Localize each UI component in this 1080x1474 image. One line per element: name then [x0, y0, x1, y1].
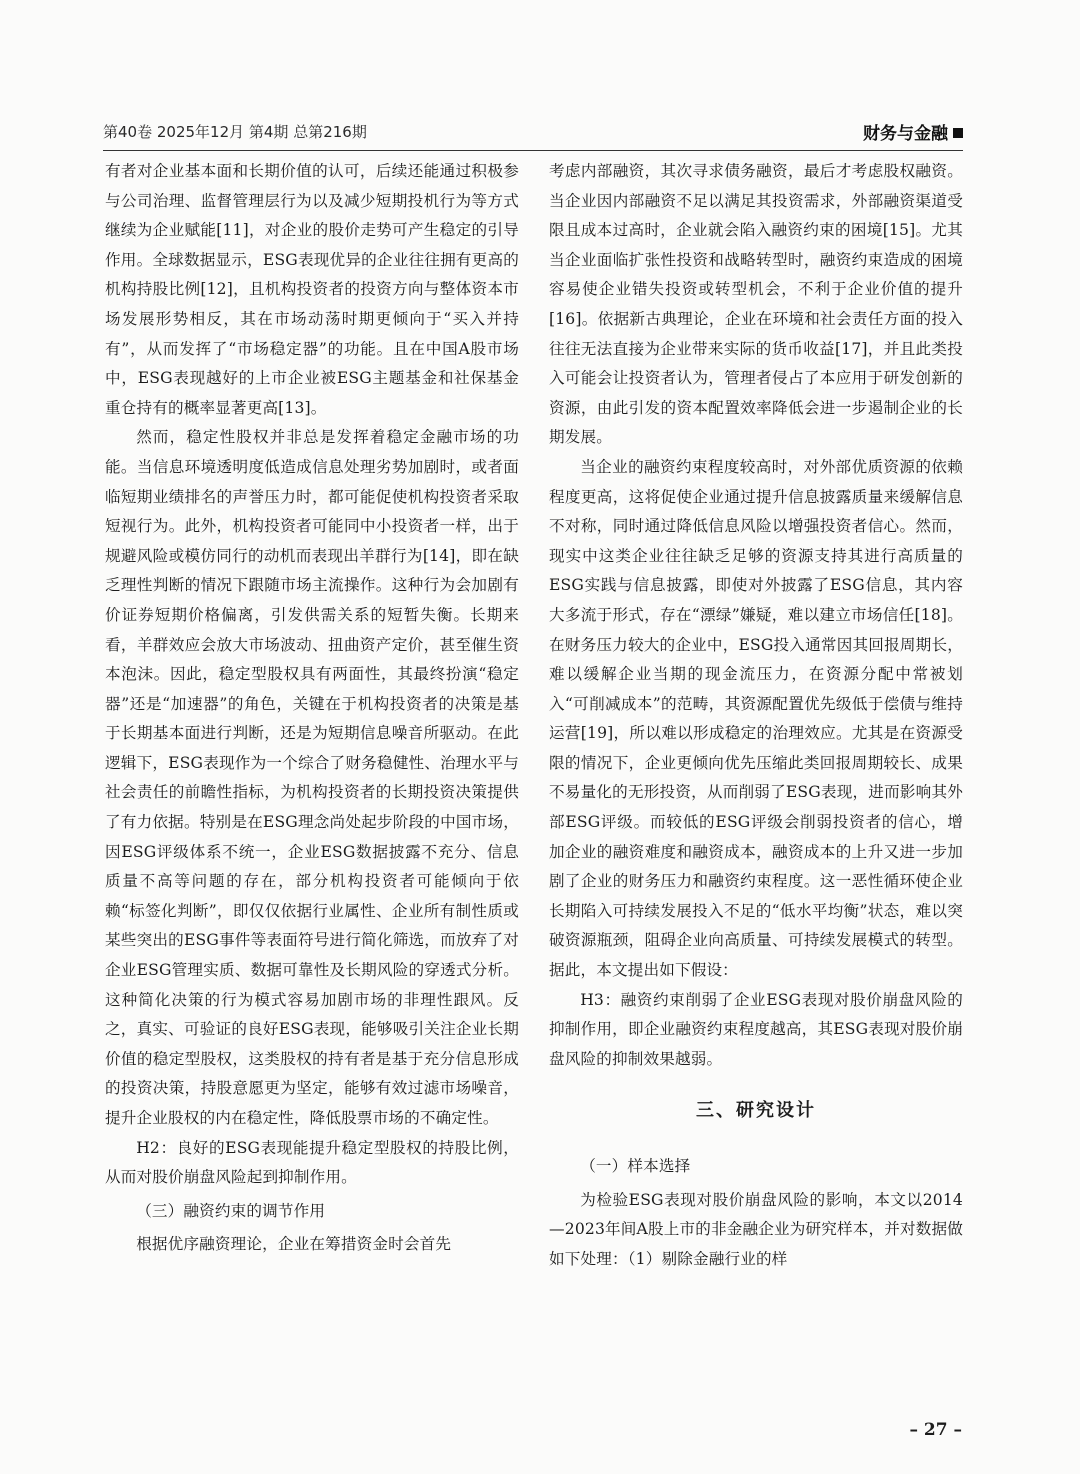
hypothesis-h3: H3：融资约束削弱了企业ESG表现对股价崩盘风险的抑制作用，即企业融资约束程度越高，其ESG表现对股价崩盘风险的抑制效果越弱。: [549, 990, 963, 1068]
journal-section-label: 财务与金融: [863, 124, 948, 144]
left-paragraph-2: 然而，稳定性股权并非总是发挥着稳定金融市场的功能。当信息环境透明度低造成信息处理劣势加剧时，或者面临短期业绩排名的声誉压力时，都可能促使机构投资者采取短视行为。此外，机构投资者可能同中小投资者一样，出于规避风险或模仿同行的动机而表现出羊群行为[14]，即在缺乏理性判断的情况下跟随市场主流操作。这种行为会加剧有价证券短期价格偏离，引发供需关系的短暂失衡。长期来看，羊群效应会放大市场波动、扭曲资产定价，甚至催生资本泡沫。因此，稳定型股权具有两面性，其最终扮演“稳定器”还是“加速器”的角色，关键在于机构投资者的决策是基于长期基本面进行判断，还是为短期信息噪音所驱动。在此逻辑下，ESG表现作为一个综合了财务稳健性、治理水平与社会责任的前瞻性指标，为机构投资者的长期投资决策提供了有力依据。特别是在ESG理念尚处起步阶段的中国市场，因ESG评级体系不统一，企业ESG数据披露不充分、信息质量不高等问题的存在，部分机构投资者可能倾向于依赖“标签化判断”，即仅仅依据行业属性、企业所有制性质或某些突出的ESG事件等表面符号进行简化筛选，而放弃了对企业ESG管理实质、数据可靠性及长期风险的穿透式分析。这种简化决策的行为模式容易加剧市场的非理性跟风。反之，真实、可验证的良好ESG表现，能够吸引关注企业长期价值的稳定型股权，这类股权的持有者是基于充分信息形成的投资决策，持股意愿更为坚定，能够有效过滤市场噪音，提升企业股权的内在稳定性，降低股票市场的不确定性。: [105, 428, 519, 1127]
hypothesis-h2: H2：良好的ESG表现能提升稳定型股权的持股比例，从而对股价崩盘风险起到抑制作用。: [105, 1138, 519, 1187]
left-paragraph-continued: 有者对企业基本面和长期价值的认可，后续还能通过积极参与公司治理、监督管理层行为以及减少短期投机行为等方式继续为企业赋能[11]，对企业的股价走势可产生稳定的引导作用。全球数据显示，ESG表现优异的企业往往拥有更高的机构持股比例[12]，且机构投资者的投资方向与整体资本市场发展形势相反，其在市场动荡时期更倾向于“买入并持有”，从而发挥了“市场稳定器”的功能。且在中国A股市场中，ESG表现越好的上市企业被ESG主题基金和社保基金重仓持有的概率显著更高[13]。: [105, 162, 519, 417]
header-rule: [103, 150, 963, 151]
left-paragraph-3: 根据优序融资理论，企业在筹措资金时会首先: [136, 1235, 452, 1254]
left-column: [105, 157, 519, 1260]
journal-issue-info: 第40卷 2025年12月 第4期 总第216期: [103, 123, 367, 141]
running-header: [103, 119, 963, 145]
page-number: – 27 –: [909, 1420, 962, 1440]
section-heading-research-design: 三、研究设计: [696, 1100, 816, 1122]
right-paragraph-3: 为检验ESG表现对股价崩盘风险的影响，本文以2014—2023年间A股上市的非金融企业为研究样本，并对数据做如下处理：（1）剔除金融行业的样: [549, 1190, 963, 1268]
subsection-heading-financing-constraint: （三）融资约束的调节作用: [136, 1201, 326, 1220]
right-paragraph-2: 当企业的融资约束程度较高时，对外部优质资源的依赖程度更高，这将促使企业通过提升信息披露质量来缓解信息不对称，同时通过降低信息风险以增强投资者信心。然而，现实中这类企业往往缺乏足够的资源支持其进行高质量的ESG实践与信息披露，即使对外披露了ESG信息，其内容大多流于形式，存在“漂绿”嫌疑，难以建立市场信任[18]。在财务压力较大的企业中，ESG投入通常因其回报周期长，难以缓解企业当期的现金流压力，在资源分配中常被划入“可削减成本”的范畴，其资源配置优先级低于偿债与维持运营[19]，所以难以形成稳定的治理效应。尤其是在资源受限的情况下，企业更倾向优先压缩此类回报周期较长、成果不易量化的无形投资，从而削弱了ESG表现，进而影响其外部ESG评级。而较低的ESG评级会削弱投资者的信心，增加企业的融资难度和融资成本，融资成本的上升又进一步加剧了企业的财务压力和融资约束程度。这一恶性循环使企业长期陷入可持续发展投入不足的“低水平均衡”状态，难以突破资源瓶颈，阻碍企业向高质量、可持续发展模式的转型。据此，本文提出如下假设：: [549, 457, 963, 980]
subsection-heading-sample-selection: （一）样本选择: [580, 1157, 691, 1175]
header-square-mark: [953, 128, 963, 138]
right-paragraph-continued: 考虑内部融资，其次寻求债务融资，最后才考虑股权融资。当企业因内部融资不足以满足其投资需求，外部融资渠道受限且成本过高时，企业就会陷入融资约束的困境[15]。尤其当企业面临扩张性投资和战略转型时，融资约束造成的困境容易使企业错失投资或转型机会，不利于企业价值的提升[16]。依据新古典理论，企业在环境和社会责任方面的投入往往无法直接为企业带来实际的货币收益[17]，并且此类投入可能会让投资者认为，管理者侵占了本应用于研发创新的资源，由此引发的资本配置效率降低会进一步遏制企业的长期发展。: [549, 162, 963, 447]
journal-section-title: [863, 119, 963, 144]
right-column: [549, 157, 963, 1274]
